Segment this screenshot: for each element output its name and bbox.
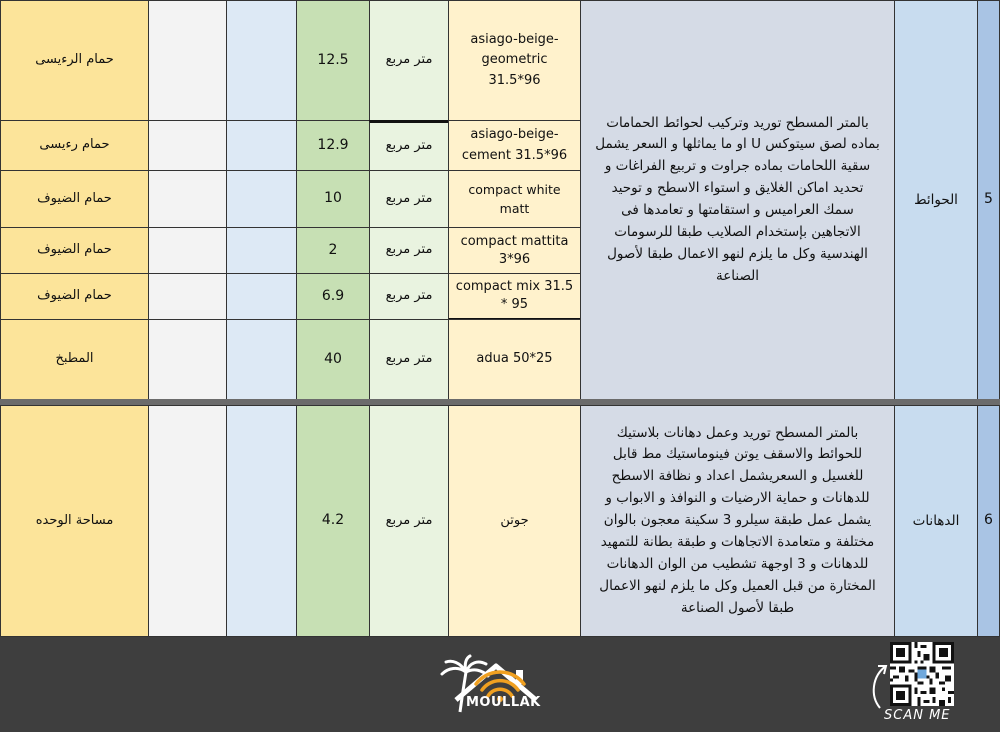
- cell-empty-2: [226, 273, 297, 320]
- cell-unit: متر مربع: [369, 227, 449, 274]
- cell-unit: متر مربع: [369, 319, 449, 400]
- cell-quantity: 12.5: [296, 0, 370, 121]
- cell-unit: متر مربع: [369, 0, 449, 121]
- cell-empty-1: [148, 0, 227, 121]
- item-description: بالمتر المسطح توريد وتركيب لحوائط الحمامات بماده لصق سيتوكس U او ما يماثلها و السعر يشمل سقية اللحامات بماده جراوت و تربيع الفراغات و تحديد اماكن الغلايق و استواء الاسطح و توحيد سمك العراميس و استقامتها و تعامدها فى الاتجاهين بإستخدام الصلايب طبقا للرسومات الهندسية وكل ما يلزم لنهو الاعمال طبقا لأصول الصناعة: [580, 0, 895, 400]
- cell-location: حمام رءيسى: [0, 120, 149, 171]
- item-name: الدهانات: [894, 405, 978, 637]
- qr-code-icon[interactable]: [890, 642, 954, 706]
- cell-empty-1: [148, 405, 227, 637]
- cell-material: جوتن: [448, 405, 581, 637]
- cell-material: compact mix 31.5 * 95: [448, 273, 581, 320]
- cell-unit: متر مربع: [369, 170, 449, 228]
- cell-quantity: 10: [296, 170, 370, 228]
- item-description: بالمتر المسطح توريد وعمل دهانات بلاستيك للحوائط والاسقف يوتن فينوماستيك مط قابل للغسيل و السعريشمل اعداد و نظافة الاسطح للدهانات و حماية الارضيات و النوافذ و الابواب و يشمل عمل طبقة سيلرو 3 سكينة معجون بالوان مختلفة و متعامدة الاتجاهات و طبقة بطانة للتمهيد للدهانات و 3 اوجهة تشطيب من الوان الدهانات المختارة من قبل العميل وكل ما يلزم لنهو الاعمال طبقا لأصول الصناعة: [580, 405, 895, 637]
- cell-empty-2: [226, 120, 297, 171]
- scan-me-label: SCAN ME: [884, 708, 951, 723]
- cell-empty-1: [148, 319, 227, 400]
- cell-quantity: 40: [296, 319, 370, 400]
- cell-location: حمام الضيوف: [0, 170, 149, 228]
- cell-unit: متر مربع: [369, 120, 449, 171]
- cell-empty-1: [148, 227, 227, 274]
- cell-unit: متر مربع: [369, 405, 449, 637]
- item-number: 6: [977, 405, 1000, 637]
- cell-material: asiago-beige-geometric 31.5*96: [448, 0, 581, 121]
- cell-empty-2: [226, 227, 297, 274]
- cell-quantity: 12.9: [296, 120, 370, 171]
- cell-quantity: 6.9: [296, 273, 370, 320]
- cell-unit: متر مربع: [369, 273, 449, 320]
- item-name: الحوائط: [894, 0, 978, 400]
- cell-quantity: 4.2: [296, 405, 370, 637]
- cell-empty-1: [148, 170, 227, 228]
- cell-location: حمام الضيوف: [0, 227, 149, 274]
- moullak-logo-icon: [436, 652, 566, 722]
- cell-empty-1: [148, 273, 227, 320]
- item-number: 5: [977, 0, 1000, 400]
- cell-empty-2: [226, 405, 297, 637]
- cell-quantity: 2: [296, 227, 370, 274]
- cell-material: compact white matt: [448, 170, 581, 228]
- cell-empty-1: [148, 120, 227, 171]
- cell-material: asiago-beige-cement 31.5*96: [448, 120, 581, 171]
- cell-empty-2: [226, 0, 297, 121]
- cell-material: adua 50*25: [448, 319, 581, 400]
- cell-material: compact mattita 3*96: [448, 227, 581, 274]
- cell-location: المطبخ: [0, 319, 149, 400]
- cell-location: مساحة الوحده: [0, 405, 149, 637]
- cell-location: حمام الرءيسى: [0, 0, 149, 121]
- brand-name: MOULLAK: [466, 695, 541, 710]
- curved-arrow-icon: [868, 660, 892, 710]
- cell-empty-2: [226, 170, 297, 228]
- cell-location: حمام الضيوف: [0, 273, 149, 320]
- cell-empty-2: [226, 319, 297, 400]
